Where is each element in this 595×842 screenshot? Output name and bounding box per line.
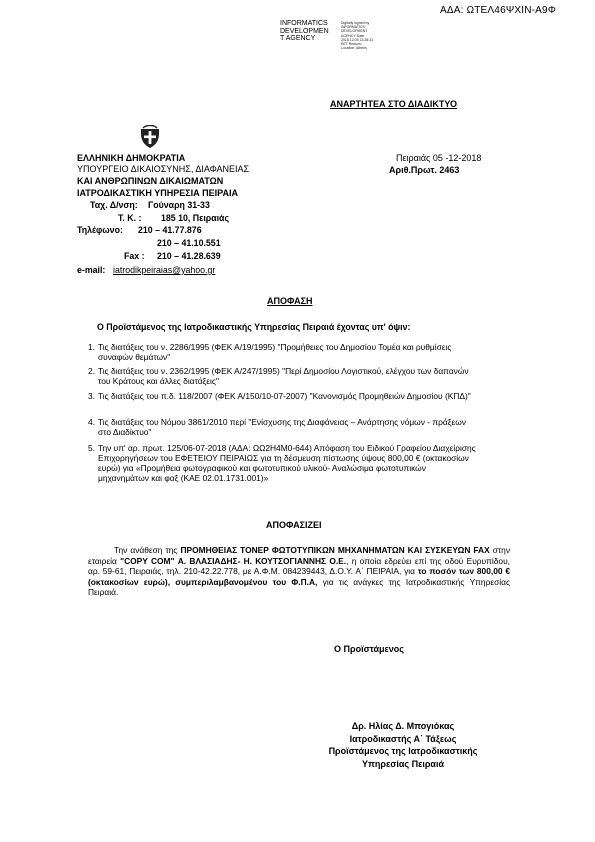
decides-title: ΑΠΟΦΑΣΙΖΕΙ: [266, 520, 322, 530]
item-text: Την υπ' αρ. πρωτ. 125/06-07-2018 (ΑΔΑ: ΩΩ2Η4Μ0-644) Απόφαση του Ειδικού Γραφείου Διαχείρισης Επιχορηγήσεων του ΕΦΕΤΕΙΟΥ ΠΕΙΡΑΙΩΣ για τη δέσμευση πίστωσης ύψους 800,00 € (οκτακοσίων ευρώ) για «Προμήθεια φωτογραφικού και φωτοτυπικού υλικού- Αναλώσιμα φωτοτυπικών μηχανημάτων και φαξ (ΚΑΕ 02.01.1731.001)»: [98, 443, 476, 483]
place-date: Πειραιάς 05 -12-2018: [396, 153, 482, 163]
upload-note: ΑΝΑΡΤΗΤΕΑ ΣΤΟ ΔΙΑΔΙΚΤΥΟ: [330, 99, 457, 109]
signatory-rank: Ιατροδικαστής Α΄ Τάξεως: [349, 733, 457, 744]
address-label: Ταχ. Δ/νση:: [90, 200, 138, 210]
consideration-item: [88, 391, 478, 401]
intro-line: Ο Προϊστάμενος της Ιατροδικαστικής Υπηρεσίας Πειραιά έχοντας υπ' όψιν:: [97, 322, 411, 332]
consideration-item: [88, 342, 478, 362]
item-number: 3.: [88, 391, 95, 401]
decision-title: ΑΠΟΦΑΣΗ: [267, 296, 313, 306]
item-number: 4.: [88, 417, 95, 427]
decision-text: στην εταιρεία: [88, 545, 511, 566]
decision-text: για τις ανάγκες της Ιατροδικαστικής Υπηρεσίας Πειραιά.: [88, 576, 510, 598]
signing-agency-name: [280, 20, 329, 43]
signatory-title: Υπηρεσίας Πειραιά: [361, 758, 444, 769]
fax-label: Fax :: [124, 251, 145, 261]
item-number: 5.: [88, 443, 95, 453]
email-link[interactable]: iatrodikpeiraias@yahoo.gr: [113, 265, 216, 275]
item-number: 2.: [88, 366, 95, 376]
phone-number: 210 – 41.10.551: [157, 238, 221, 248]
email-label: e-mail:: [77, 265, 106, 275]
item-number: 1.: [88, 342, 95, 352]
signatory-name: Δρ. Ηλίας Δ. Μπογιόκας: [351, 721, 455, 731]
signing-agency-line: DEVELOPMEN: [280, 27, 329, 35]
item-text: Τις διατάξεις του Νόμου 3861/2010 περί "Ενίσχυσης της Διαφάνειας – Ανάρτησης νόμων - πράξεων στο Διαδίκτυο": [98, 417, 466, 437]
consideration-item: [88, 417, 478, 437]
item-text: Τις διατάξεις του π.δ. 118/2007 (ΦΕΚ Α/150/10-07-2007) "Κανονισμός Προμηθειών Δημοσίου (ΚΠΔ)": [98, 391, 471, 401]
protocol-number: Αριθ.Πρωτ. 2463: [389, 165, 460, 175]
consideration-item: [88, 443, 478, 483]
address-value: Γούναρη 31-33: [148, 200, 210, 210]
ada-code: ΑΔΑ: ΩΤΕΛ46ΨΧΙΝ-Α9Φ: [440, 5, 556, 16]
supplier-name: "COPY COM" Α. ΒΛΑΣΙΑΔΗΣ- Η. ΚΟΥΤΣΟΓΙΑΝΝΗΣ Ο.Ε.: [120, 555, 347, 566]
signing-agency-line: T AGENCY: [280, 35, 316, 42]
signing-agency-line: INFORMATICS: [280, 20, 328, 27]
signatory-title: Προϊστάμενος της Ιατροδικαστικής: [328, 746, 478, 756]
decision-amount: το ποσόν των 800,00 € (οκτακοσίων ευρώ), συμπεριλαμβανομένου του Φ.Π.Α,: [88, 566, 510, 587]
fax-number: 210 – 41.28.639: [157, 251, 221, 261]
closing-title: Ο Προϊστάμενος: [334, 644, 404, 654]
coat-of-arms-icon: [140, 125, 160, 149]
phone-label: Τηλέφωνο:: [77, 225, 123, 235]
sender-ministry: ΥΠΟΥΡΓΕΙΟ ΔΙΚΑΙΟΣΥΝΗΣ, ΔΙΑΦΑΝΕΙΑΣ: [77, 164, 250, 174]
digital-signature-details: Digitally signed by INFORMATICS DEVELOPMENT AGENCY Date: 2018.12.05 13:28:31 EET Reason: Location: Athens: [341, 21, 374, 51]
postal-code-label: Τ. Κ. :: [118, 213, 142, 223]
sender-service: ΙΑΤΡΟΔΙΚΑΣΤΙΚΗ ΥΠΗΡΕΣΙΑ ΠΕΙΡΑΙΑ: [77, 188, 238, 198]
decision-paragraph: [88, 545, 510, 598]
sender-ministry-cont: ΚΑΙ ΑΝΘΡΩΠΙΝΩΝ ΔΙΚΑΙΩΜΑΤΩΝ: [77, 176, 224, 186]
consideration-item: [88, 366, 478, 386]
item-text: Τις διατάξεις του ν. 2286/1995 (ΦΕΚ Α/19/1995) "Προμήθειες του Δημοσίου Τομέα και ρυθμίσεις συναφών θεμάτων": [98, 342, 452, 362]
signature-block: [278, 720, 528, 770]
item-text: Τις διατάξεις του ν. 2362/1995 (ΦΕΚ Α/247/1995) "Περί Δημοσίου Λογιστικού, ελέγχου των δαπανών του Κράτους και άλλες διατάξεις": [98, 366, 469, 386]
phone-number: 210 – 41.77.876: [138, 225, 202, 235]
decision-text: , η οποία εδρεύει επί της οδού Ευρυπίδου, αρ. 59-61, Πειραιάς, τηλ. 210-42.22.778, με Α.Φ.Μ. 084239443, Δ.Ο.Υ. Α΄ ΠΕΙΡΑΙΑ, για: [88, 555, 510, 577]
decision-item: ΠΡΟΜΗΘΕΙΑΣ ΤΟΝΕΡ ΦΩΤΟΤΥΠΙΚΩΝ ΜΗΧΑΝΗΜΑΤΩΝ ΚΑΙ ΣΥΣΚΕΥΩΝ FAX: [180, 545, 490, 555]
decision-text: Την ανάθεση της: [114, 545, 181, 555]
postal-code-value: 185 10, Πειραιάς: [161, 213, 230, 223]
sender-country: ΕΛΛΗΝΙΚΗ ΔΗΜΟΚΡΑΤΙΑ: [77, 153, 186, 163]
